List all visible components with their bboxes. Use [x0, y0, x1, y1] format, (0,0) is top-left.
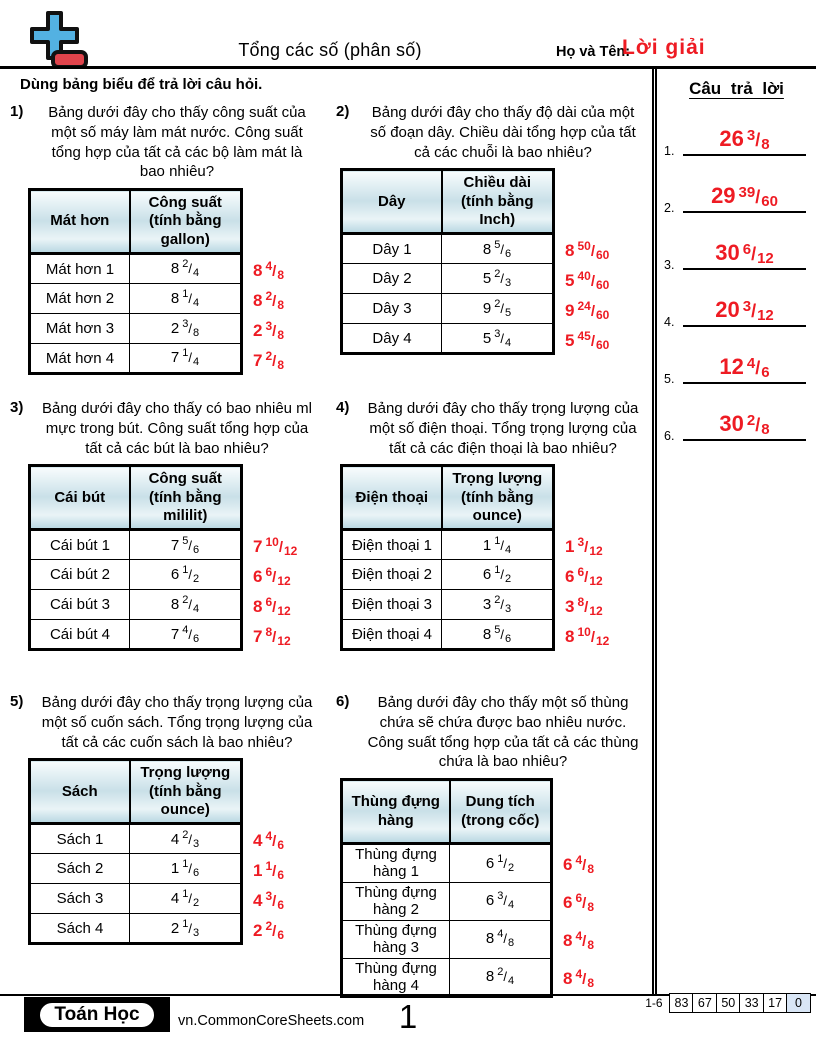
mixed-fraction: 12 4/ 6	[719, 361, 769, 378]
item-value	[450, 882, 552, 920]
problem-question: Bảng dưới đây cho thấy trọng lượng của một số điện thoại. Tổng trọng lượng của tất cả các điện thoại là bao nhiêu?	[367, 400, 639, 457]
item-label: Điện thoại 4	[342, 620, 442, 650]
item-label: Mát hơn 1	[30, 254, 130, 284]
answer-number: 5.	[664, 372, 675, 386]
problem-number: 2)	[336, 103, 350, 120]
mixed-fraction: 8 $^{10}$/ 12	[565, 625, 609, 648]
mixed-fraction: 9 $^{24}$/ 60	[565, 299, 609, 322]
score-box: 67	[692, 993, 717, 1013]
item-value	[442, 264, 554, 294]
problem-question: Bảng dưới đây cho thấy công suất của một số máy làm mát nước. Công suất tổng hợp của tất cả các bộ làm mát là bao nhiêu?	[48, 104, 306, 181]
page-number: 1	[398, 998, 418, 1035]
item-label: Mát hơn 2	[30, 284, 130, 314]
mixed-fraction: 1 $^1$/ $_6$	[171, 860, 199, 877]
converted-fraction-annotation	[253, 915, 284, 945]
problems-grid	[0, 93, 652, 998]
mixed-fraction: 6 $^1$/ $_2$	[483, 566, 511, 583]
mixed-fraction: 8 $^5$/ $_6$	[483, 241, 511, 258]
mixed-fraction: 8 $^2$/ $_4$	[171, 260, 199, 277]
score-box: 17	[763, 993, 788, 1013]
mixed-fraction: 1 $^1$/ $_4$	[483, 537, 511, 554]
converted-fraction-annotation	[565, 531, 609, 561]
mixed-fraction: 20 3/ 12	[715, 304, 774, 321]
mixed-fraction: 8 $^4$/ 8	[563, 967, 594, 990]
item-value	[130, 590, 242, 620]
item-label: Dây 4	[342, 324, 442, 354]
item-value	[130, 854, 242, 884]
score-boxes	[671, 993, 811, 1013]
table-row	[342, 234, 554, 264]
data-table	[340, 778, 553, 998]
mixed-fraction: 9 $^2$/ $_5$	[483, 300, 511, 317]
mixed-fraction: 1 $^1$/ 6	[253, 859, 284, 882]
mixed-fraction: 4 $^1$/ $_2$	[171, 890, 199, 907]
item-value	[130, 560, 242, 590]
problem-number: 4)	[336, 399, 350, 416]
converted-fraction-annotation	[565, 591, 609, 621]
item-value	[442, 234, 554, 264]
table-row	[30, 884, 242, 914]
problems-column	[0, 69, 652, 994]
problem-range-label: 1-6	[645, 996, 663, 1010]
converted-fraction-annotation	[253, 345, 284, 375]
red-annotations	[253, 464, 297, 651]
mixed-fraction: 2 $^3$/ $_8$	[171, 320, 199, 337]
item-label: Cái bút 2	[30, 560, 130, 590]
problem-4	[326, 389, 652, 683]
instruction-text: Dùng bảng biểu để trả lời câu hỏi.	[20, 76, 263, 93]
mixed-fraction: 8 $^2$/ 8	[253, 289, 284, 312]
item-value	[130, 254, 242, 284]
converted-fraction-annotation	[565, 265, 609, 295]
mixed-fraction: 30 6/ 12	[715, 247, 774, 264]
table-header-col2: Trọng lượng (tính bằng ounce)	[442, 466, 554, 530]
score-box: 33	[739, 993, 764, 1013]
problem-question: Bảng dưới đây cho thấy trọng lượng của một số cuốn sách. Tổng trọng lượng của tất cả các cuốn sách là bao nhiêu?	[41, 694, 313, 751]
name-value-handwritten: Lời giải	[622, 36, 706, 59]
item-value	[442, 294, 554, 324]
mixed-fraction: 4 $^3$/ 6	[253, 889, 284, 912]
item-value	[450, 920, 552, 958]
table-row	[342, 844, 552, 883]
answer-row	[657, 337, 816, 394]
answer-number: 4.	[664, 315, 675, 329]
table-row	[30, 284, 242, 314]
mixed-fraction: 6 $^1$/ $_2$	[171, 566, 199, 583]
table-header-col1: Điện thoại	[342, 466, 442, 530]
table-header-col1: Dây	[342, 170, 442, 234]
item-value	[130, 914, 242, 944]
name-label: Họ và Tên:	[556, 44, 631, 60]
problem-number: 5)	[10, 693, 24, 710]
table-row	[342, 958, 552, 997]
converted-fraction-annotation	[253, 621, 297, 651]
score-row	[645, 993, 811, 1013]
mixed-fraction: 6 $^1$/ $_2$	[486, 855, 514, 872]
answer-row	[657, 166, 816, 223]
table-header-col1: Sách	[30, 760, 130, 824]
item-value	[450, 958, 552, 997]
converted-fraction-annotation	[253, 255, 284, 285]
item-label: Mát hơn 4	[30, 344, 130, 374]
answer-column-title: Câu trả lời	[689, 79, 784, 98]
answer-number: 1.	[664, 144, 675, 158]
mixed-fraction: 7 $^5$/ $_6$	[171, 537, 199, 554]
mixed-fraction: 4 $^4$/ 6	[253, 829, 284, 852]
mixed-fraction: 26 3/ 8	[719, 133, 769, 150]
red-annotations	[253, 188, 284, 375]
mixed-fraction: 3 $^8$/ 12	[565, 595, 603, 618]
mixed-fraction: 8 $^4$/ $_8$	[486, 930, 514, 947]
item-value	[130, 314, 242, 344]
item-label: Thùng đựng hàng 3	[342, 920, 450, 958]
answer-row	[657, 223, 816, 280]
table-row	[30, 620, 242, 650]
table-row	[342, 620, 554, 650]
item-value	[442, 560, 554, 590]
red-annotations	[253, 758, 284, 945]
item-label: Dây 1	[342, 234, 442, 264]
converted-fraction-annotation	[563, 845, 594, 883]
problem-question: Bảng dưới đây cho thấy một số thùng chứa sẽ chứa được bao nhiêu nước. Công suất tổng hợp của tất cả các thùng chứa là bao nhiêu?	[367, 694, 639, 771]
answer-blank-line	[683, 297, 806, 327]
table-row	[342, 264, 554, 294]
item-value	[442, 620, 554, 650]
problem-question: Bảng dưới đây cho thấy độ dài của một số đoạn dây. Chiều dài tổng hợp của tất cả các chuỗi là bao nhiêu?	[370, 104, 636, 161]
table-row	[30, 314, 242, 344]
mixed-fraction: 8 $^2$/ $_4$	[486, 968, 514, 985]
converted-fraction-annotation	[253, 315, 284, 345]
item-value	[130, 884, 242, 914]
table-header-col1: Thùng đựng hàng	[342, 780, 450, 844]
mixed-fraction: 2 $^1$/ $_3$	[171, 920, 199, 937]
converted-fraction-annotation	[565, 295, 609, 325]
mixed-fraction: 5 $^3$/ $_4$	[483, 330, 511, 347]
mixed-fraction: 5 $^{40}$/ 60	[565, 269, 609, 292]
item-label: Điện thoại 2	[342, 560, 442, 590]
item-label: Sách 4	[30, 914, 130, 944]
mixed-fraction: 5 $^{45}$/ 60	[565, 329, 609, 352]
item-label: Thùng đựng hàng 4	[342, 958, 450, 997]
mixed-fraction: 8 $^6$/ 12	[253, 595, 291, 618]
converted-fraction-annotation	[253, 591, 297, 621]
mixed-fraction: 1 $^3$/ 12	[565, 535, 603, 558]
item-value	[130, 620, 242, 650]
item-label: Dây 2	[342, 264, 442, 294]
item-label: Dây 3	[342, 294, 442, 324]
mixed-fraction: 8 $^4$/ 8	[563, 929, 594, 952]
item-label: Điện thoại 1	[342, 530, 442, 560]
converted-fraction-annotation	[253, 531, 297, 561]
red-annotations	[563, 778, 594, 998]
brand-badge: Toán Học	[38, 1001, 155, 1029]
table-row	[342, 530, 554, 560]
answer-number: 6.	[664, 429, 675, 443]
converted-fraction-annotation	[565, 235, 609, 265]
table-row	[342, 294, 554, 324]
mixed-fraction: 7 $^4$/ $_6$	[171, 626, 199, 643]
item-value	[442, 590, 554, 620]
item-value	[130, 530, 242, 560]
red-annotations	[565, 168, 609, 355]
item-value	[442, 324, 554, 354]
converted-fraction-annotation	[565, 621, 609, 651]
table-row	[30, 824, 242, 854]
problem-number: 1)	[10, 103, 24, 120]
mixed-fraction: 8 $^4$/ 8	[253, 259, 284, 282]
page-title: Tổng các số (phân số)	[238, 40, 422, 60]
table-header-col1: Mát hơn	[30, 190, 130, 254]
plus-minus-logo-icon	[22, 10, 92, 72]
answer-number: 2.	[664, 201, 675, 215]
table-row	[30, 560, 242, 590]
table-row	[30, 854, 242, 884]
item-label: Sách 3	[30, 884, 130, 914]
data-table	[28, 758, 243, 945]
converted-fraction-annotation	[563, 921, 594, 959]
item-label: Mát hơn 3	[30, 314, 130, 344]
mixed-fraction: 5 $^2$/ $_3$	[483, 270, 511, 287]
mixed-fraction: 7 $^8$/ 12	[253, 625, 291, 648]
item-label: Sách 2	[30, 854, 130, 884]
table-row	[30, 530, 242, 560]
item-label: Thùng đựng hàng 2	[342, 882, 450, 920]
mixed-fraction: 6 $^6$/ 12	[565, 565, 603, 588]
mixed-fraction: 7 $^{10}$/ 12	[253, 535, 297, 558]
item-value	[450, 844, 552, 883]
table-row	[342, 590, 554, 620]
mixed-fraction: 4 $^2$/ $_3$	[171, 831, 199, 848]
answer-blank-line	[683, 183, 806, 213]
answer-row	[657, 109, 816, 166]
item-label: Sách 1	[30, 824, 130, 854]
mixed-fraction: 6 $^6$/ 8	[563, 891, 594, 914]
item-value	[130, 824, 242, 854]
converted-fraction-annotation	[253, 885, 284, 915]
item-label: Cái bút 4	[30, 620, 130, 650]
data-table	[340, 464, 555, 651]
problem-1	[0, 93, 326, 389]
table-row	[30, 914, 242, 944]
website-url: vn.CommonCoreSheets.com	[178, 1013, 365, 1029]
problem-number: 3)	[10, 399, 24, 416]
answer-blank-line	[683, 354, 806, 384]
answer-number: 3.	[664, 258, 675, 272]
table-row	[342, 560, 554, 590]
converted-fraction-annotation	[563, 959, 594, 997]
mixed-fraction: 6 $^4$/ 8	[563, 853, 594, 876]
item-value	[130, 344, 242, 374]
table-header-col2: Chiều dài (tính bằng Inch)	[442, 170, 554, 234]
mixed-fraction: 8 $^5$/ $_6$	[483, 626, 511, 643]
table-row	[30, 344, 242, 374]
converted-fraction-annotation	[563, 883, 594, 921]
answer-blank-line	[683, 411, 806, 441]
score-box: 0	[786, 993, 811, 1013]
item-value	[130, 284, 242, 314]
item-label: Cái bút 1	[30, 530, 130, 560]
converted-fraction-annotation	[253, 855, 284, 885]
mixed-fraction: 6 $^6$/ 12	[253, 565, 291, 588]
mixed-fraction: 29 39/ 60	[711, 190, 778, 207]
mixed-fraction: 7 $^2$/ 8	[253, 349, 284, 372]
answer-blank-line	[683, 126, 806, 156]
mixed-fraction: 3 $^2$/ $_3$	[483, 596, 511, 613]
item-label: Cái bút 3	[30, 590, 130, 620]
table-row	[342, 324, 554, 354]
item-label: Điện thoại 3	[342, 590, 442, 620]
mixed-fraction: 2 $^2$/ 6	[253, 919, 284, 942]
table-row	[342, 920, 552, 958]
score-box: 83	[669, 993, 694, 1013]
problem-5	[0, 683, 326, 998]
answer-row	[657, 280, 816, 337]
red-annotations	[565, 464, 609, 651]
converted-fraction-annotation	[565, 325, 609, 355]
converted-fraction-annotation	[565, 561, 609, 591]
table-header-col2: Trọng lượng (tính bằng ounce)	[130, 760, 242, 824]
converted-fraction-annotation	[253, 825, 284, 855]
mixed-fraction: 8 $^{50}$/ 60	[565, 239, 609, 262]
item-value	[442, 530, 554, 560]
table-header-col2: Dung tích (trong cốc)	[450, 780, 552, 844]
mixed-fraction: 2 $^3$/ 8	[253, 319, 284, 342]
problem-number: 6)	[336, 693, 350, 710]
converted-fraction-annotation	[253, 561, 297, 591]
answer-row	[657, 394, 816, 451]
table-header-col2: Công suất (tính bằng mililit)	[130, 466, 242, 530]
mixed-fraction: 30 2/ 8	[719, 418, 769, 435]
table-row	[30, 590, 242, 620]
data-table	[28, 188, 243, 375]
table-row	[342, 882, 552, 920]
mixed-fraction: 8 $^1$/ $_4$	[171, 290, 199, 307]
answer-column	[652, 69, 816, 994]
table-row	[30, 254, 242, 284]
answer-list	[657, 109, 816, 451]
score-box: 50	[716, 993, 741, 1013]
table-header-col1: Cái bút	[30, 466, 130, 530]
table-header-col2: Công suất (tính bằng gallon)	[130, 190, 242, 254]
mixed-fraction: 6 $^3$/ $_4$	[486, 892, 514, 909]
problem-6	[326, 683, 652, 998]
problem-3	[0, 389, 326, 683]
content-area	[0, 69, 816, 996]
mixed-fraction: 8 $^2$/ $_4$	[171, 596, 199, 613]
problem-question: Bảng dưới đây cho thấy có bao nhiêu ml mực trong bút. Công suất tổng hợp của tất cả các bút là bao nhiêu?	[41, 400, 313, 457]
data-table	[28, 464, 243, 651]
problem-2	[326, 93, 652, 389]
converted-fraction-annotation	[253, 285, 284, 315]
mixed-fraction: 7 $^1$/ $_4$	[171, 349, 199, 366]
item-label: Thùng đựng hàng 1	[342, 844, 450, 883]
data-table	[340, 168, 555, 355]
answer-blank-line	[683, 240, 806, 270]
